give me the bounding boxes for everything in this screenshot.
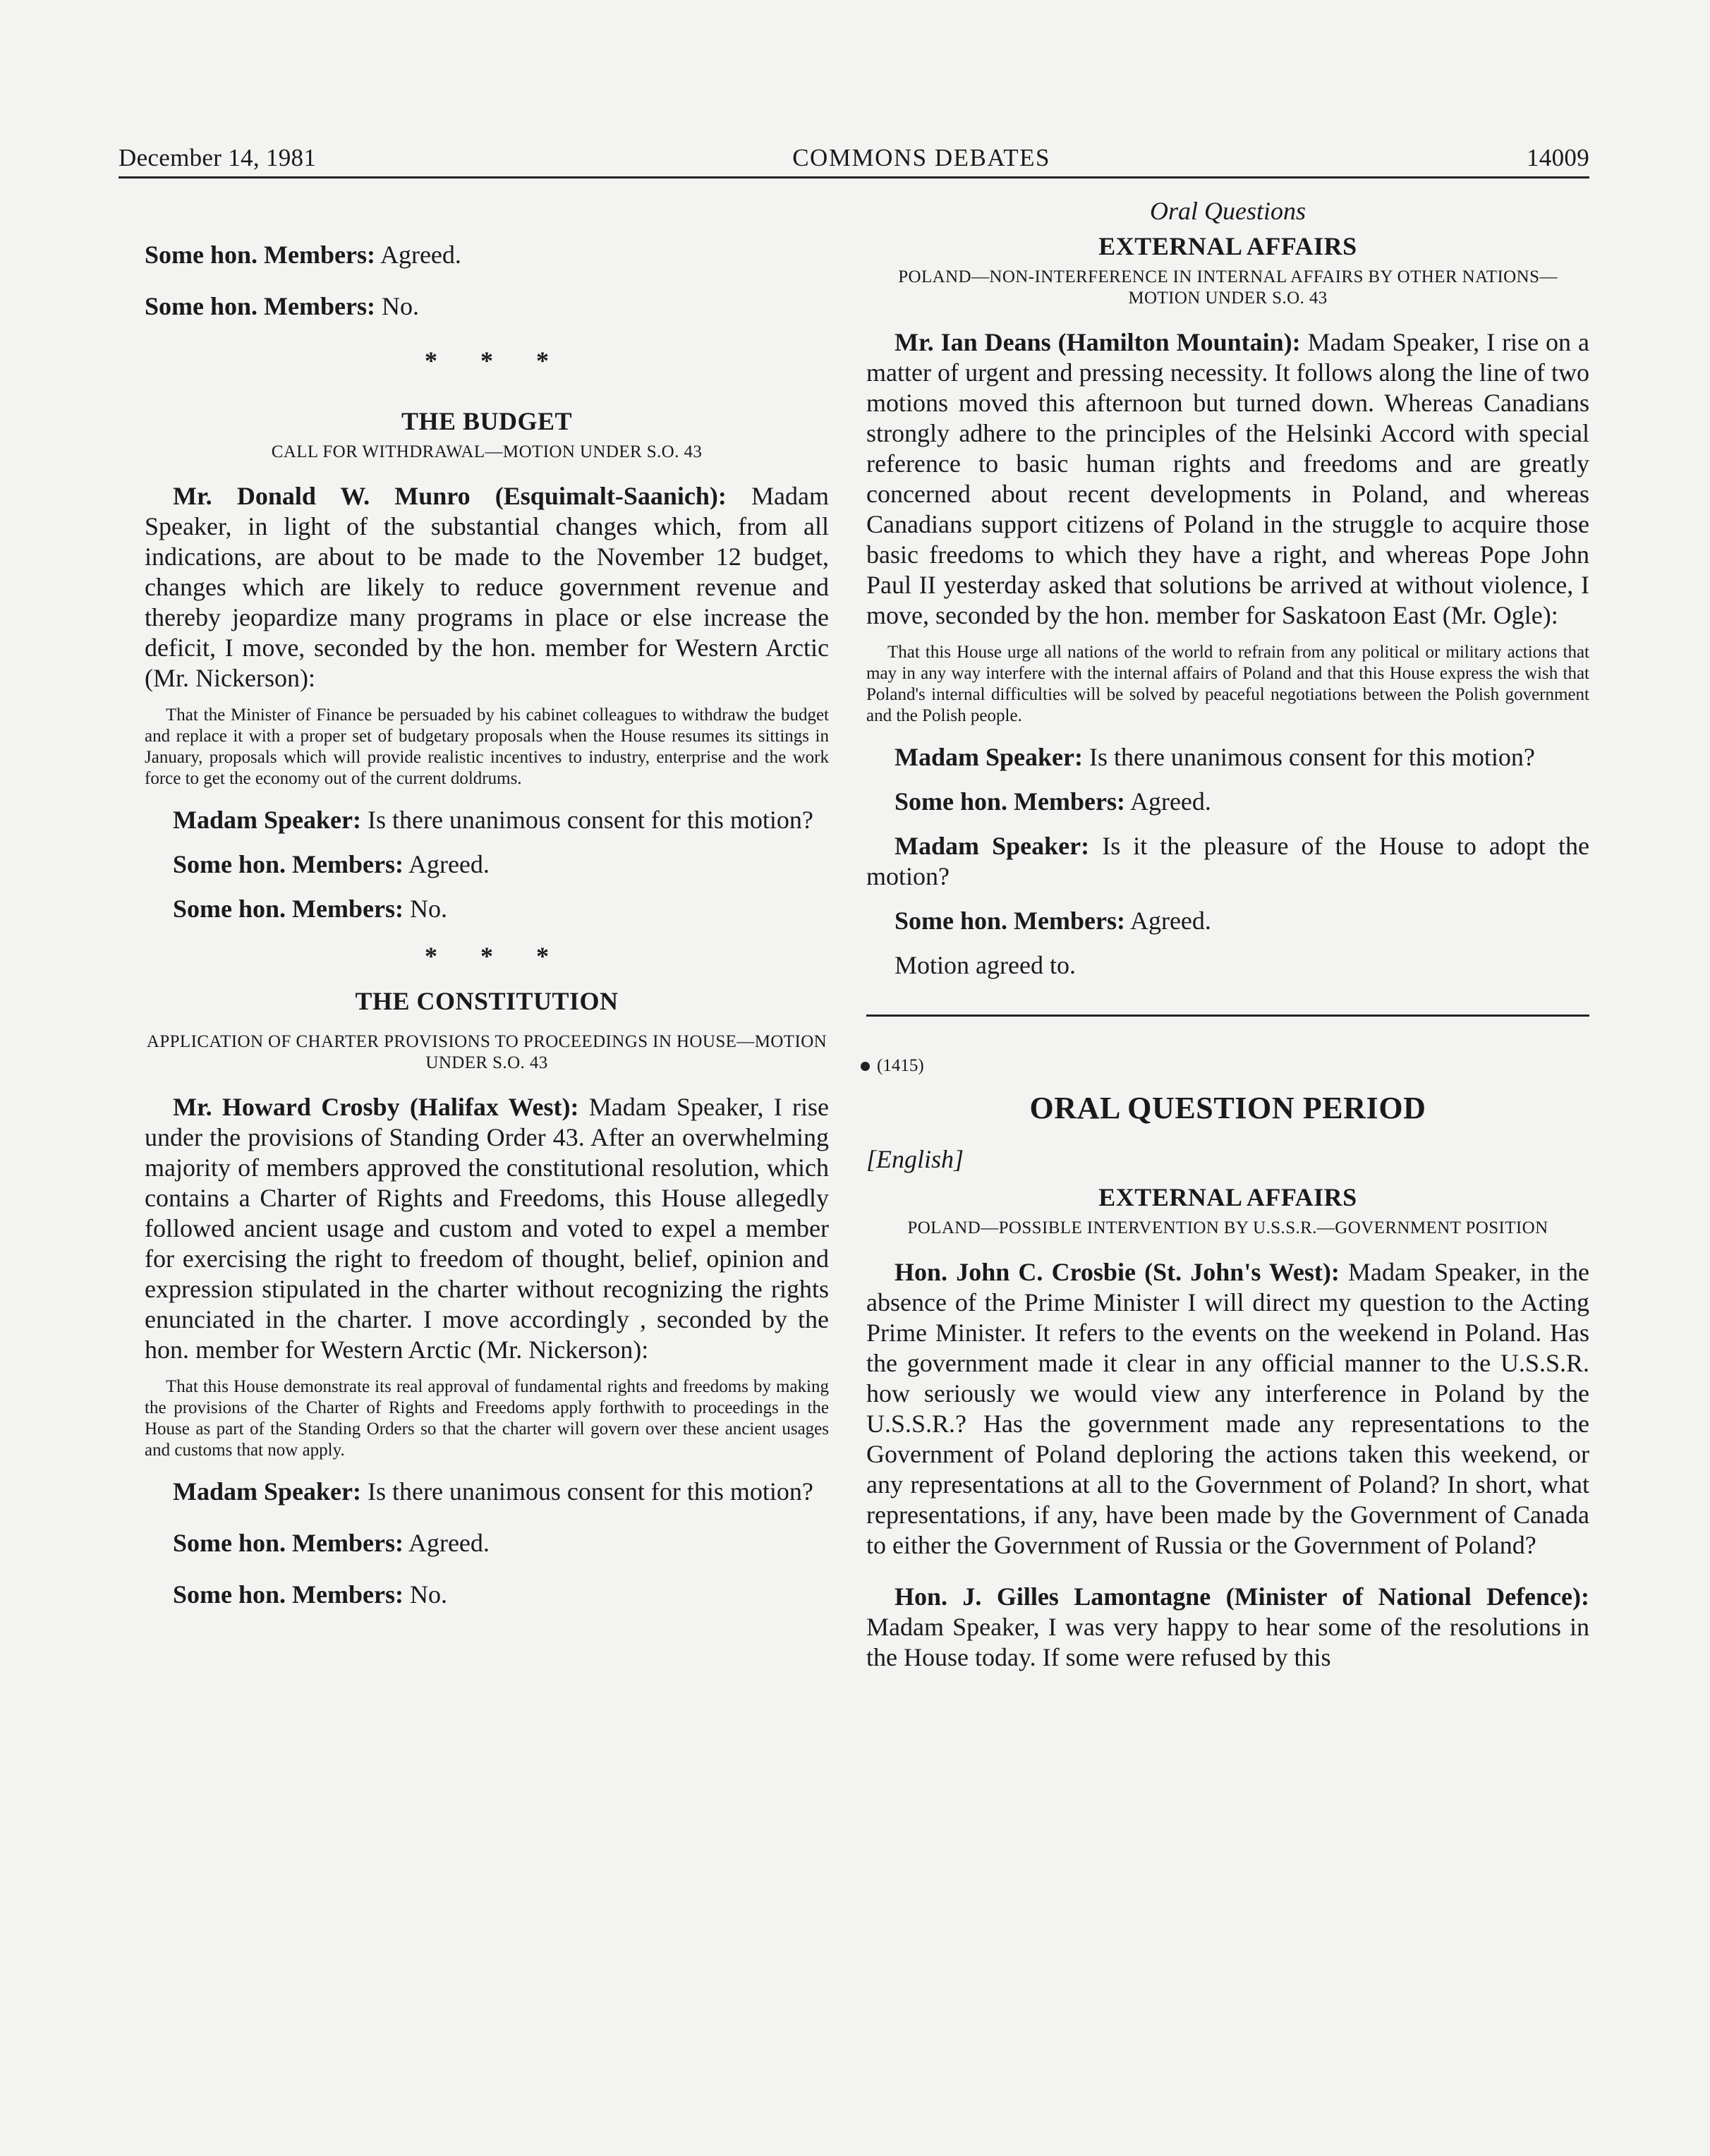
left-column — [145, 196, 829, 1610]
speech-text: Is it the pleasure of the House to adopt the motion? — [866, 832, 1589, 890]
section-title-budget: THE BUDGET — [401, 407, 573, 435]
motion-text-poland: That this House urge all nations of the world to refrain from any political or military actions that may in any way interfere with the internal affairs of Poland and that this House express the wish that Poland's internal difficulties will be solved by peaceful negotiations between the Polish government and the Polish people. — [866, 643, 1589, 725]
speaker-name: Madam Speaker: — [173, 806, 361, 834]
speech-lamontagne — [866, 1582, 1589, 1673]
section-divider — [866, 1015, 1589, 1017]
speech-text: Agreed. — [1124, 787, 1211, 816]
speaker-name: Mr. Ian Deans (Hamilton Mountain): — [895, 328, 1301, 356]
speech-text: Madam Speaker, in the absence of the Prime Minister I will direct my question to the Acting Prime Minister. It refers to the events on the weekend in Poland. Has the government made it clear in any official manner to the U.S.S.R. how seriously we would view any interference in Poland by the U.S.S.R.? Has the government made any representations to the Government of Poland deploring the actions taken this weekend, or any representations at all to the Government of Poland? In short, what representations, if any, have been made by the Government of Canada to either the Government of Russia or the Government of Poland? — [866, 1258, 1589, 1559]
interjection — [145, 849, 829, 880]
speech-text: Madam Speaker, I rise on a matter of urgent and pressing necessity. It follows along the line of two motions moved this afternoon but turned down. Whereas Canadians strongly adhere to the principles of the Helsinki Accord with special reference to basic human rights and freedoms and are greatly concerned about recent developments in Poland, and whereas Canadians support citizens of Poland in the struggle to acquire those basic freedoms to which they have a right, and whereas Pope John Paul II yesterday asked that solutions be arrived at without violence, I move, seconded by the hon. member for Saskatoon East (Mr. Ogle): — [866, 328, 1589, 629]
motion-text-constitution: That this House demonstrate its real approval of fundamental rights and freedoms by making the provisions of the Charter of Rights and Freedoms apply forthwith to proceedings in the House as part of the Standing Orders so that the charter will govern over these ancient usages and customs that now apply. — [145, 1377, 829, 1460]
speech-madam-speaker — [866, 831, 1589, 892]
speaker-name: Some hon. Members: — [173, 1529, 404, 1557]
header-publication: COMMONS DEBATES — [792, 144, 1050, 171]
interjection — [866, 787, 1589, 817]
running-head — [119, 144, 1589, 178]
speaker-name: Some hon. Members: — [895, 907, 1125, 935]
speech-madam-speaker — [145, 805, 829, 835]
speech-text: No. — [403, 895, 447, 923]
speech-text: Is there unanimous consent for this motion? — [360, 1477, 813, 1506]
speech-text: Madam Speaker, in light of the substantial changes which, from all indications, are about to be made to the November 12 budget, changes which are likely to reduce government revenue and thereby jeopardize many programs in place or else increase the deficit, I move, seconded by the hon. member for Western Arctic (Mr. Nickerson): — [145, 482, 830, 692]
speaker-name: Some hon. Members: — [173, 1580, 404, 1609]
right-column — [866, 196, 1589, 1673]
speech-munro — [145, 481, 829, 694]
speech-crosby — [145, 1092, 829, 1365]
speech-text: Is there unanimous consent for this motion? — [360, 806, 813, 834]
speaker-name: Hon. John C. Crosbie (St. John's West): — [895, 1258, 1340, 1286]
speech-text: Agreed. — [403, 1529, 490, 1557]
speaker-name: Mr. Donald W. Munro (Esquimalt-Saanich): — [173, 482, 727, 510]
section-separator: * * * — [425, 942, 567, 970]
speaker-name: Madam Speaker: — [895, 832, 1090, 860]
interjection — [866, 906, 1589, 936]
section-title-external-affairs: EXTERNAL AFFAIRS — [1098, 232, 1357, 260]
interjection — [145, 1580, 829, 1610]
speech-text: Madam Speaker, I rise under the provisions of Standing Order 43. After an overwhelming majority of members approved the constitutional resolution, which contains a Charter of Rights and Freedoms, this House allegedly followed ancient usage and custom and voted to expel a member for exercising the right to freedom of thought, belief, opinion and expression stipulated in the charter without recognizing the rights enunciated in the charter. I move accordingly , seconded by the hon. member for Western Arctic (Mr. Nickerson): — [145, 1093, 829, 1364]
speech-text: Agreed. — [375, 241, 461, 269]
bullet-icon — [861, 1062, 870, 1071]
header-page-number: 14009 — [1527, 144, 1589, 171]
speech-text: No. — [375, 292, 419, 320]
header-date: December 14, 1981 — [119, 144, 317, 171]
section-subtitle-budget: CALL FOR WITHDRAWAL—MOTION UNDER S.O. 43 — [271, 442, 703, 461]
speaker-name: Madam Speaker: — [895, 743, 1083, 771]
section-title-oral-question-period: ORAL QUESTION PERIOD — [1029, 1091, 1426, 1125]
motion-text-budget: That the Minister of Finance be persuaded by his cabinet colleagues to withdraw the budget and replace it with a proper set of budgetary proposals when the House resumes its sittings in January, proposals which will provide realistic incentives to industry, enterprise and the work force to get the economy out of the current doldrums. — [145, 705, 829, 788]
interjection — [145, 1528, 829, 1558]
section-heading-oral-questions: Oral Questions — [1149, 197, 1306, 225]
speaker-name: Hon. J. Gilles Lamontagne (Minister of National Defence): — [895, 1582, 1589, 1611]
speech-madam-speaker — [145, 1477, 829, 1507]
speech-text: Madam Speaker, I was very happy to hear some of the resolutions in the House today. If some were refused by this — [866, 1613, 1589, 1671]
interjection — [145, 291, 829, 322]
speaker-name: Some hon. Members: — [895, 787, 1125, 816]
language-marker: [English] — [866, 1145, 964, 1173]
speech-deans — [866, 327, 1589, 631]
interjection — [145, 240, 829, 270]
timecode — [861, 1056, 1589, 1076]
speech-text: Agreed. — [403, 850, 490, 878]
speech-madam-speaker — [866, 742, 1589, 773]
section-separator: * * * — [425, 346, 567, 375]
speech-text: Agreed. — [1124, 907, 1211, 935]
motion-result: Motion agreed to. — [895, 951, 1076, 979]
speaker-name: Mr. Howard Crosby (Halifax West): — [173, 1093, 579, 1121]
speaker-name: Some hon. Members: — [173, 895, 404, 923]
section-title-constitution: THE CONSTITUTION — [355, 987, 619, 1015]
speaker-name: Some hon. Members: — [145, 241, 375, 269]
speaker-name: Some hon. Members: — [173, 850, 404, 878]
interjection — [145, 894, 829, 924]
timecode-text: (1415) — [877, 1056, 924, 1075]
speech-text: Is there unanimous consent for this motion? — [1082, 743, 1535, 771]
section-subtitle-constitution: APPLICATION OF CHARTER PROVISIONS TO PROCEEDINGS IN HOUSE—MOTION UNDER S.O. 43 — [146, 1032, 827, 1072]
speech-crosbie — [866, 1257, 1589, 1561]
section-subtitle-non-interference: POLAND—NON-INTERFERENCE IN INTERNAL AFFAIRS BY OTHER NATIONS—MOTION UNDER S.O. 43 — [898, 267, 1558, 308]
section-title-external-affairs-2: EXTERNAL AFFAIRS — [1098, 1183, 1357, 1211]
speaker-name: Some hon. Members: — [145, 292, 375, 320]
section-subtitle-ussr: POLAND—POSSIBLE INTERVENTION BY U.S.S.R.—GOVERNMENT POSITION — [907, 1218, 1548, 1237]
speaker-name: Madam Speaker: — [173, 1477, 361, 1506]
speech-text: No. — [403, 1580, 447, 1609]
